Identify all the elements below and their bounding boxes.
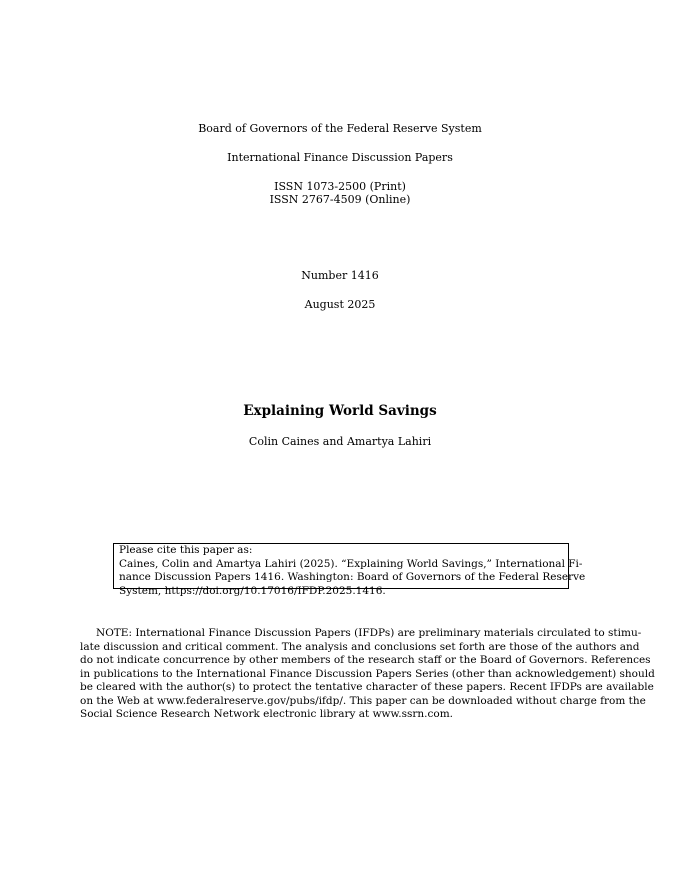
citation-line: Caines, Colin and Amartya Lahiri (2025). “Explaining World Savings,” International Fi- (119, 557, 583, 570)
series-name: International Finance Discussion Papers (227, 151, 453, 164)
issn-print: ISSN 1073-2500 (Print) (274, 180, 406, 193)
institution-name: Board of Governors of the Federal Reserve System (198, 122, 482, 135)
issue-date: August 2025 (304, 298, 376, 311)
citation-box (113, 543, 586, 597)
issn-online: ISSN 2767-4509 (Online) (269, 193, 411, 206)
note-line: late discussion and critical comment. The analysis and conclusions set forth are those of the authors and (80, 640, 640, 653)
paper-authors: Colin Caines and Amartya Lahiri (248, 435, 432, 448)
citation-line: Please cite this paper as: (119, 544, 253, 556)
note-line: in publications to the International Finance Discussion Papers Series (other than acknowledgement) should (80, 667, 655, 680)
issue-number: Number 1416 (301, 269, 379, 282)
note-line: be cleared with the author(s) to protect the tentative character of these papers. Recent IFDPs are available (80, 681, 654, 693)
note-line: on the Web at www.federalreserve.gov/pubs/ifdp/. This paper can be downloaded without charge from the (80, 694, 646, 707)
note-line: do not indicate concurrence by other members of the research staff or the Board of Governors. References (80, 654, 651, 666)
note-line: Social Science Research Network electronic library at www.ssrn.com. (80, 708, 454, 720)
paper-title: Explaining World Savings (243, 403, 437, 419)
citation-line: System, https://doi.org/10.17016/IFDP.2025.1416. (119, 584, 386, 597)
citation-line: nance Discussion Papers 1416. Washington: Board of Governors of the Federal Reserve (119, 571, 586, 583)
disclaimer-note (80, 627, 655, 722)
note-line: NOTE: International Finance Discussion Papers (IFDPs) are preliminary materials circulated to stimu- (96, 627, 642, 639)
